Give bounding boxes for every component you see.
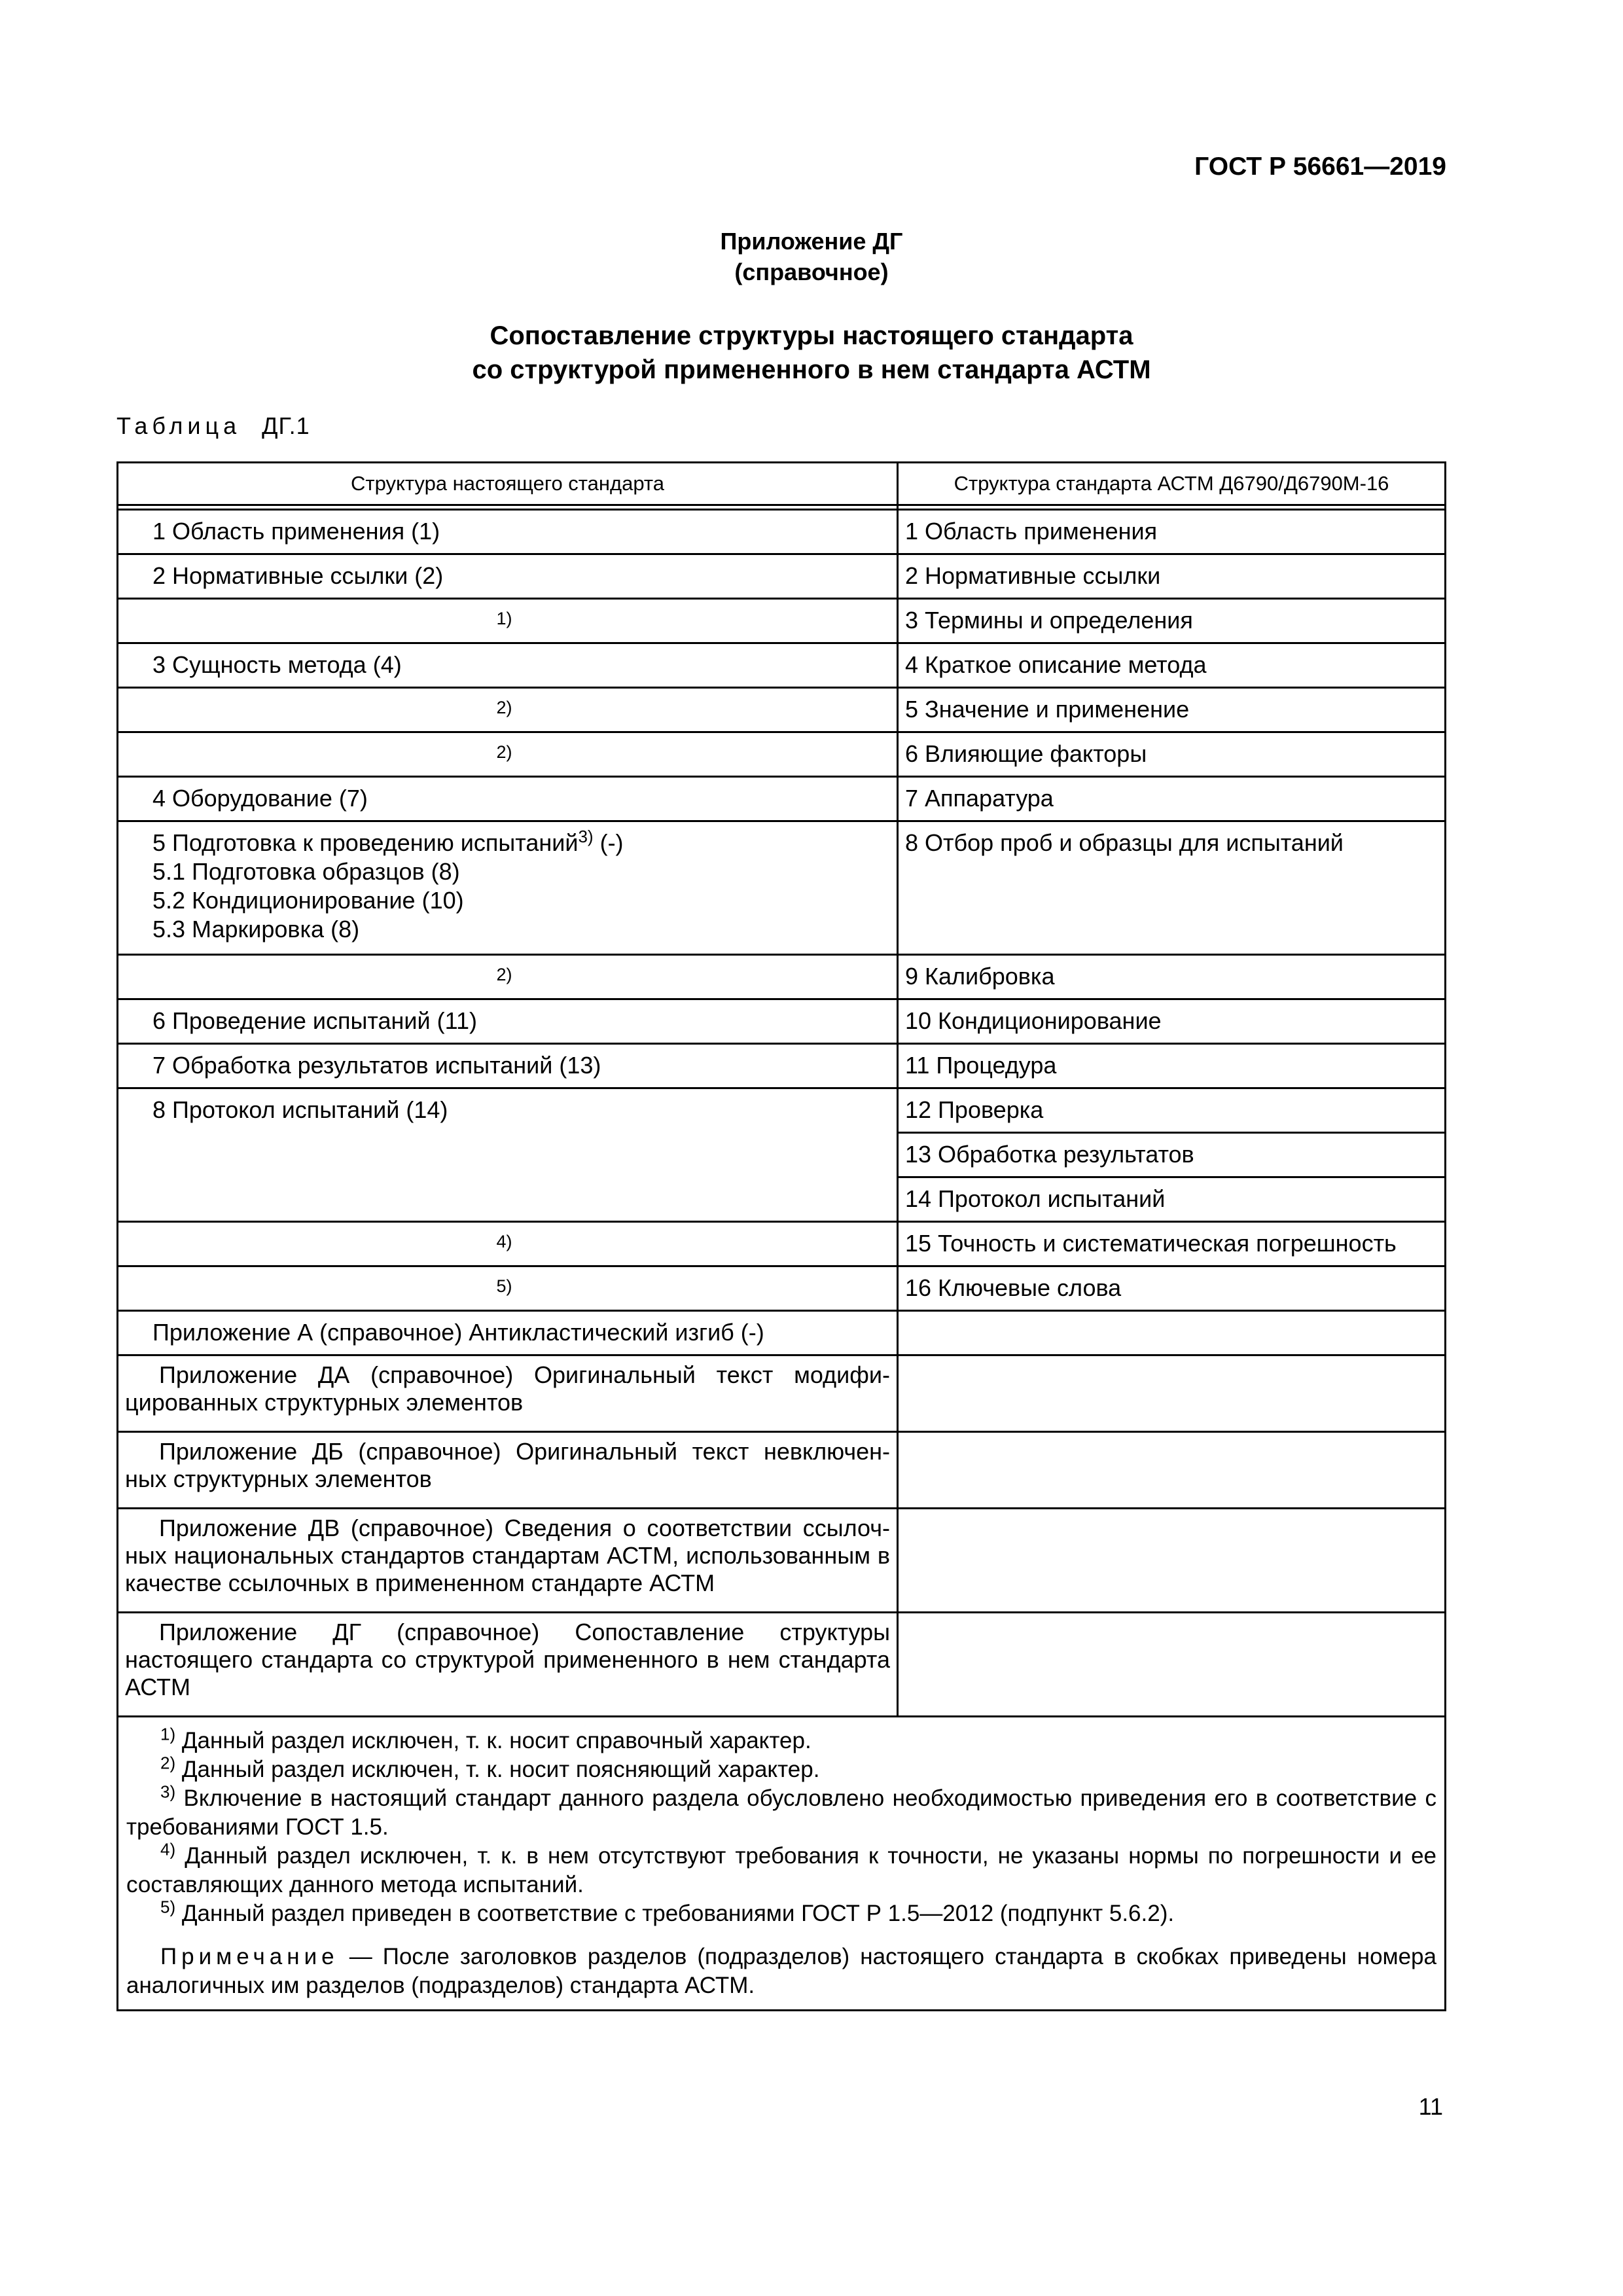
table-row bbox=[118, 955, 1446, 999]
appendix-row bbox=[118, 1311, 1446, 1355]
page-title bbox=[0, 319, 1623, 387]
footnote: $^{4)}$ Данный раздел исключен, т. к. в нем отсутствуют требования к точности, не указаны нормы по погрешности и ее составляющих данного метода испытаний. bbox=[126, 1839, 1436, 1897]
appendix-row bbox=[118, 1509, 1446, 1613]
footnote: $^{2)}$ Данный раздел исключен, т. к. носит поясняющий характер. bbox=[160, 1753, 820, 1782]
subsection: 5.1 Подготовка образцов (8) bbox=[152, 858, 460, 885]
appendix-row-right bbox=[898, 1355, 1446, 1432]
table-label-word: Таблица bbox=[116, 412, 241, 439]
appendix-row-left: Приложение ДБ (справочное) Оригинальный текст невключен-ных структурных элементов bbox=[118, 1432, 898, 1509]
appendix-row bbox=[118, 1613, 1446, 1717]
appendix-row bbox=[118, 1432, 1446, 1509]
appendix-row-right bbox=[898, 1613, 1446, 1717]
table-row bbox=[118, 510, 1446, 554]
footnote-ref: 1) bbox=[496, 609, 512, 628]
subsection: 5.3 Маркировка (8) bbox=[152, 916, 360, 942]
table-row bbox=[118, 999, 1446, 1044]
note-label: Примечание bbox=[160, 1944, 339, 1969]
row-right: 6 Влияющие факторы bbox=[898, 732, 1446, 777]
header-gap bbox=[118, 505, 1446, 510]
header-right: Структура стандарта АСТМ Д6790/Д6790М-16 bbox=[898, 463, 1446, 505]
row-left: 6 Проведение испытаний (11) bbox=[118, 999, 898, 1044]
table-row bbox=[118, 821, 1446, 955]
row-right: 14 Протокол испытаний bbox=[898, 1177, 1446, 1222]
row-right: 11 Процедура bbox=[898, 1044, 1446, 1088]
row-left-footnote-ref bbox=[118, 599, 898, 643]
row-left-footnote-ref bbox=[118, 688, 898, 732]
title-line-1: Сопоставление структуры настоящего стандарта bbox=[490, 321, 1133, 350]
table-row bbox=[118, 732, 1446, 777]
table-label-number: ДГ.1 bbox=[262, 412, 310, 439]
row-right: 15 Точность и систематическая погрешность bbox=[898, 1222, 1446, 1266]
footnotes bbox=[118, 1717, 1446, 2011]
row-left: 7 Обработка результатов испытаний (13) bbox=[118, 1044, 898, 1088]
appendix-row-right bbox=[898, 1509, 1446, 1613]
table-row bbox=[118, 643, 1446, 688]
row-left: 8 Протокол испытаний (14) bbox=[118, 1088, 898, 1222]
row-right: 7 Аппаратура bbox=[898, 777, 1446, 821]
appendix-row-right bbox=[898, 1311, 1446, 1355]
appendix-heading bbox=[0, 226, 1623, 287]
row-right: 16 Ключевые слова bbox=[898, 1266, 1446, 1311]
row-right: 10 Кондиционирование bbox=[898, 999, 1446, 1044]
footnote-ref: 2) bbox=[496, 742, 512, 762]
row-right: 12 Проверка bbox=[898, 1088, 1446, 1133]
subsection: 5.2 Кондиционирование (10) bbox=[152, 887, 464, 914]
row-left bbox=[118, 821, 898, 955]
row-left: 2 Нормативные ссылки (2) bbox=[118, 554, 898, 599]
table-row bbox=[118, 777, 1446, 821]
table-row bbox=[118, 1266, 1446, 1311]
row-left-footnote-ref bbox=[118, 1222, 898, 1266]
title-line-2: со структурой примененного в нем стандарта АСТМ bbox=[472, 355, 1151, 384]
table-label bbox=[116, 412, 310, 440]
row-right: 1 Область применения bbox=[898, 510, 1446, 554]
row-right: 9 Калибровка bbox=[898, 955, 1446, 999]
header-left: Структура настоящего стандарта bbox=[118, 463, 898, 505]
table-header-row bbox=[118, 463, 1446, 505]
appendix-row-left: Приложение ДГ (справочное) Сопоставление структуры настоящего стандарта со структурой примененного в нем стандарта АСТМ bbox=[118, 1613, 898, 1717]
row-right: 8 Отбор проб и образцы для испытаний bbox=[898, 821, 1446, 955]
appendix-row-left: Приложение А (справочное) Антикластический изгиб (-) bbox=[118, 1311, 898, 1355]
row-right: 3 Термины и определения bbox=[898, 599, 1446, 643]
section-5-title: 5 Подготовка к проведению испытаний$^{3)}$ (-) bbox=[152, 827, 624, 856]
footnote-ref: 4) bbox=[496, 1232, 512, 1251]
page-number: 11 bbox=[1418, 2093, 1443, 2120]
table-row bbox=[118, 688, 1446, 732]
appendix-name: Приложение ДГ bbox=[720, 228, 903, 255]
row-right: 13 Обработка результатов bbox=[898, 1133, 1446, 1177]
footnotes-row bbox=[118, 1717, 1446, 2011]
comparison-table bbox=[116, 461, 1446, 2011]
row-right: 5 Значение и применение bbox=[898, 688, 1446, 732]
footnote-ref: 5) bbox=[496, 1276, 512, 1296]
footnote: $^{5)}$ Данный раздел приведен в соответствие с требованиями ГОСТ Р 1.5—2012 (подпункт 5.6.2). bbox=[160, 1897, 1175, 1926]
table-note bbox=[126, 1943, 1436, 2000]
row-left-footnote-ref bbox=[118, 955, 898, 999]
row-left: 3 Сущность метода (4) bbox=[118, 643, 898, 688]
footnote-ref: 2) bbox=[496, 965, 512, 984]
table-row bbox=[118, 554, 1446, 599]
footnote: $^{3)}$ Включение в настоящий стандарт данного раздела обусловлено необходимостью приведения его в соответствие с требованиями ГОСТ 1.5. bbox=[126, 1782, 1436, 1840]
footnote-ref: 3) bbox=[578, 827, 594, 846]
row-left: 1 Область применения (1) bbox=[118, 510, 898, 554]
appendix-row-right bbox=[898, 1432, 1446, 1509]
row-left: 4 Оборудование (7) bbox=[118, 777, 898, 821]
row-left-footnote-ref bbox=[118, 1266, 898, 1311]
table-row bbox=[118, 599, 1446, 643]
appendix-type: (справочное) bbox=[734, 259, 889, 285]
document-code: ГОСТ Р 56661—2019 bbox=[1194, 152, 1446, 181]
footnote-ref: 2) bbox=[496, 698, 512, 717]
table-row bbox=[118, 1088, 1446, 1133]
row-left-footnote-ref bbox=[118, 732, 898, 777]
table-row bbox=[118, 1044, 1446, 1088]
note-text: — После заголовков разделов (подразделов) настоящего стандарта в скобках приведены номера аналогичных им разделов (подразделов) стандарта АСТМ. bbox=[126, 1944, 1436, 1998]
appendix-row bbox=[118, 1355, 1446, 1432]
footnote: $^{1)}$ Данный раздел исключен, т. к. носит справочный характер. bbox=[160, 1724, 812, 1753]
appendix-row-left: Приложение ДА (справочное) Оригинальный текст модифи-цированных структурных элементов bbox=[118, 1355, 898, 1432]
row-right: 2 Нормативные ссылки bbox=[898, 554, 1446, 599]
row-right: 4 Краткое описание метода bbox=[898, 643, 1446, 688]
table-row bbox=[118, 1222, 1446, 1266]
appendix-row-left: Приложение ДВ (справочное) Сведения о соответствии ссылоч-ных национальных стандартов стандартам АСТМ, использованным в качестве ссылочных в примененном стандарте АСТМ bbox=[118, 1509, 898, 1613]
